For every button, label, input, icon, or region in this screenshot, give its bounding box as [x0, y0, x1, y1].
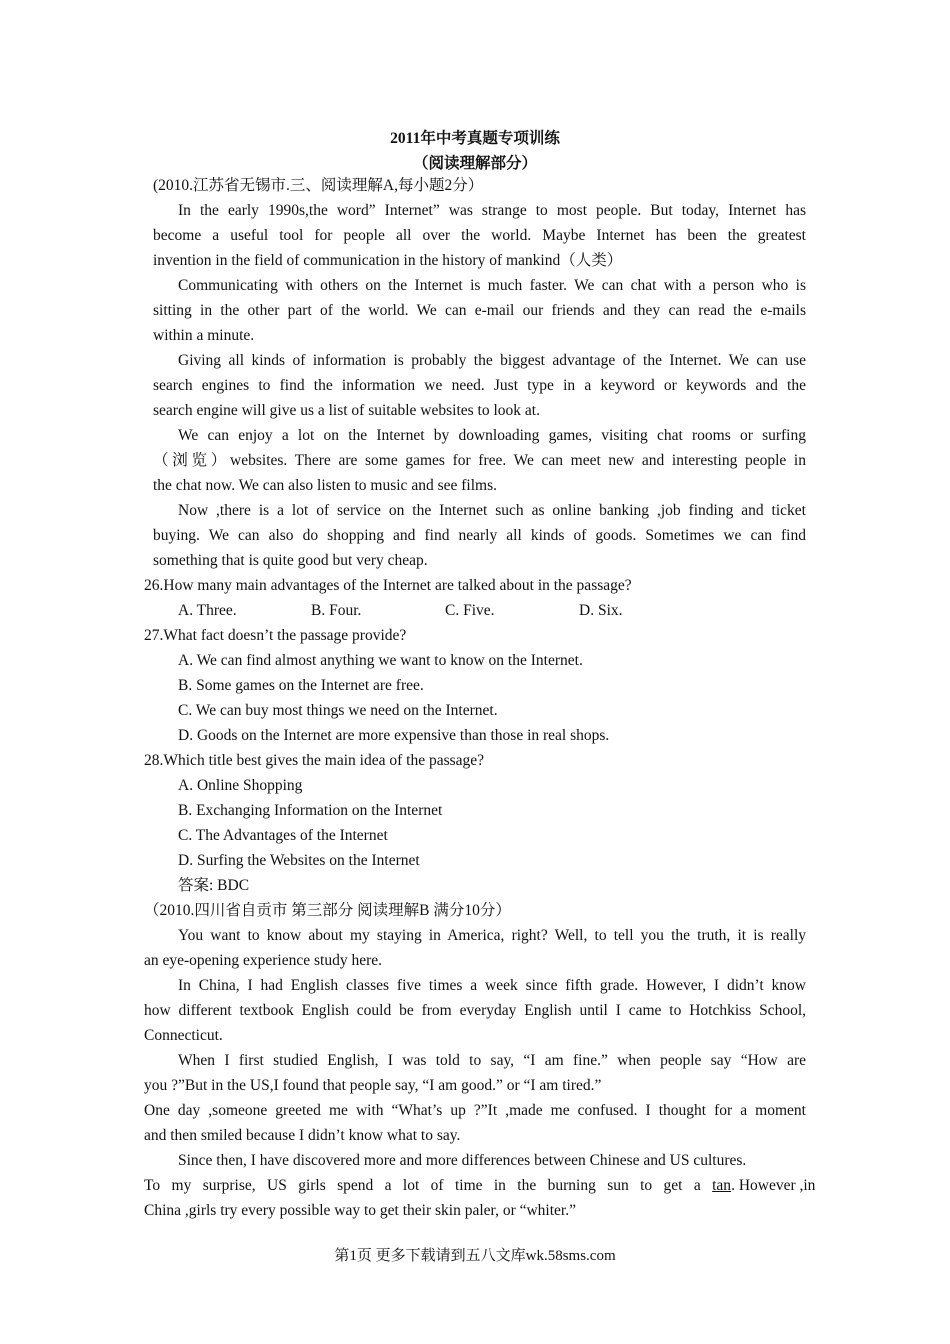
q26-option-a: A. Three. [178, 602, 237, 619]
passage-a-line: Now ,there is a lot of service on the Internet such as online banking ,job finding and ticket [178, 502, 806, 519]
q26-option-d: D. Six. [579, 602, 623, 619]
passage-b-line: One day ,someone greeted me with “What’s up ?”It ,made me confused. I thought for a moment [144, 1102, 806, 1119]
passage-b-line: When I first studied English, I was told to say, “I am fine.” when people say “How are [178, 1052, 806, 1069]
passage-a-line: Communicating with others on the Internet is much faster. We can chat with a person who is [178, 277, 806, 294]
q26-option-b: B. Four. [311, 602, 362, 619]
passage-b-line: China ,girls try every possible way to get their skin paler, or “whiter.” [144, 1202, 576, 1219]
passage-b-text: To my surprise, US girls spend a lot of time in the burning sun to get a [144, 1177, 713, 1194]
q27-option-a: A. We can find almost anything we want to know on the Internet. [178, 652, 583, 669]
passage-a-line: Giving all kinds of information is probably the biggest advantage of the Internet. We can use [178, 352, 806, 369]
passage-a-line: In the early 1990s,the word” Internet” was strange to most people. But today, Internet has [178, 202, 806, 219]
question-27-stem: 27.What fact doesn’t the passage provide? [144, 627, 407, 644]
passage-b-line [144, 1173, 816, 1198]
page-footer: 第1页 更多下载请到五八文库wk.58sms.com [334, 1248, 616, 1264]
q28-option-a: A. Online Shopping [178, 777, 303, 794]
question-28-stem: 28.Which title best gives the main idea of the passage? [144, 752, 485, 769]
passage-b-line: In China, I had English classes five times a week since fifth grade. However, I didn’t know [178, 977, 806, 994]
passage-b-line: Connecticut. [144, 1027, 223, 1044]
q28-option-d: D. Surfing the Websites on the Internet [178, 852, 420, 869]
page-title: 2011年中考真题专项训练 [390, 130, 560, 147]
passage-a-line: buying. We can also do shopping and find nearly all kinds of goods. Sometimes we can find [153, 527, 806, 544]
passage-a-line: We can enjoy a lot on the Internet by downloading games, visiting chat rooms or surfing [178, 427, 806, 444]
passage-a-line: within a minute. [153, 327, 255, 344]
passage-a-line: invention in the field of communication in the history of mankind（人类） [153, 252, 623, 269]
passage-b-line: and then smiled because I didn’t know what to say. [144, 1127, 461, 1144]
q28-option-b: B. Exchanging Information on the Internet [178, 802, 443, 819]
q28-option-c: C. The Advantages of the Internet [178, 827, 388, 844]
passage-b-line: Since then, I have discovered more and more differences between Chinese and US cultures. [178, 1152, 747, 1169]
q26-option-c: C. Five. [445, 602, 495, 619]
passage-a-line: become a useful tool for people all over the world. Maybe Internet has been the greatest [153, 227, 806, 244]
q27-option-d: D. Goods on the Internet are more expensive than those in real shops. [178, 727, 610, 744]
passage-b-line: You want to know about my staying in America, right? Well, to tell you the truth, it is really [178, 927, 806, 944]
passage-a-line: search engine will give us a list of suitable websites to look at. [153, 402, 540, 419]
passage-a-line: search engines to find the information we need. Just type in a keyword or keywords and the [153, 377, 806, 394]
q27-option-b: B. Some games on the Internet are free. [178, 677, 424, 694]
answer-key: 答案: BDC [178, 877, 250, 894]
section-b-source: （2010.四川省自贡市 第三部分 阅读理解B 满分10分） [144, 902, 511, 919]
passage-b-line: you ?”But in the US,I found that people say, “I am good.” or “I am tired.” [144, 1077, 602, 1094]
passage-a-line: something that is quite good but very cheap. [153, 552, 428, 569]
underlined-word: tan [712, 1177, 732, 1194]
passage-b-tan-group [712, 1173, 815, 1198]
passage-a-line: sitting in the other part of the world. We can e-mail our friends and they can read the e-mails [153, 302, 806, 319]
section-a-source: (2010.江苏省无锡市.三、阅读理解A,每小题2分） [153, 177, 484, 194]
passage-a-line: the chat now. We can also listen to music and see films. [153, 477, 497, 494]
passage-b-line: an eye-opening experience study here. [144, 952, 382, 969]
question-26-stem: 26.How many main advantages of the Internet are talked about in the passage? [144, 577, 632, 594]
page-subtitle: （阅读理解部分） [412, 155, 537, 172]
q27-option-c: C. We can buy most things we need on the Internet. [178, 702, 498, 719]
passage-a-line: （浏览）websites. There are some games for free. We can meet new and interesting people in [153, 452, 806, 469]
passage-b-text: . However ,in [731, 1177, 816, 1194]
passage-b-line: how different textbook English could be from everyday English until I came to Hotchkiss School, [144, 1002, 806, 1019]
